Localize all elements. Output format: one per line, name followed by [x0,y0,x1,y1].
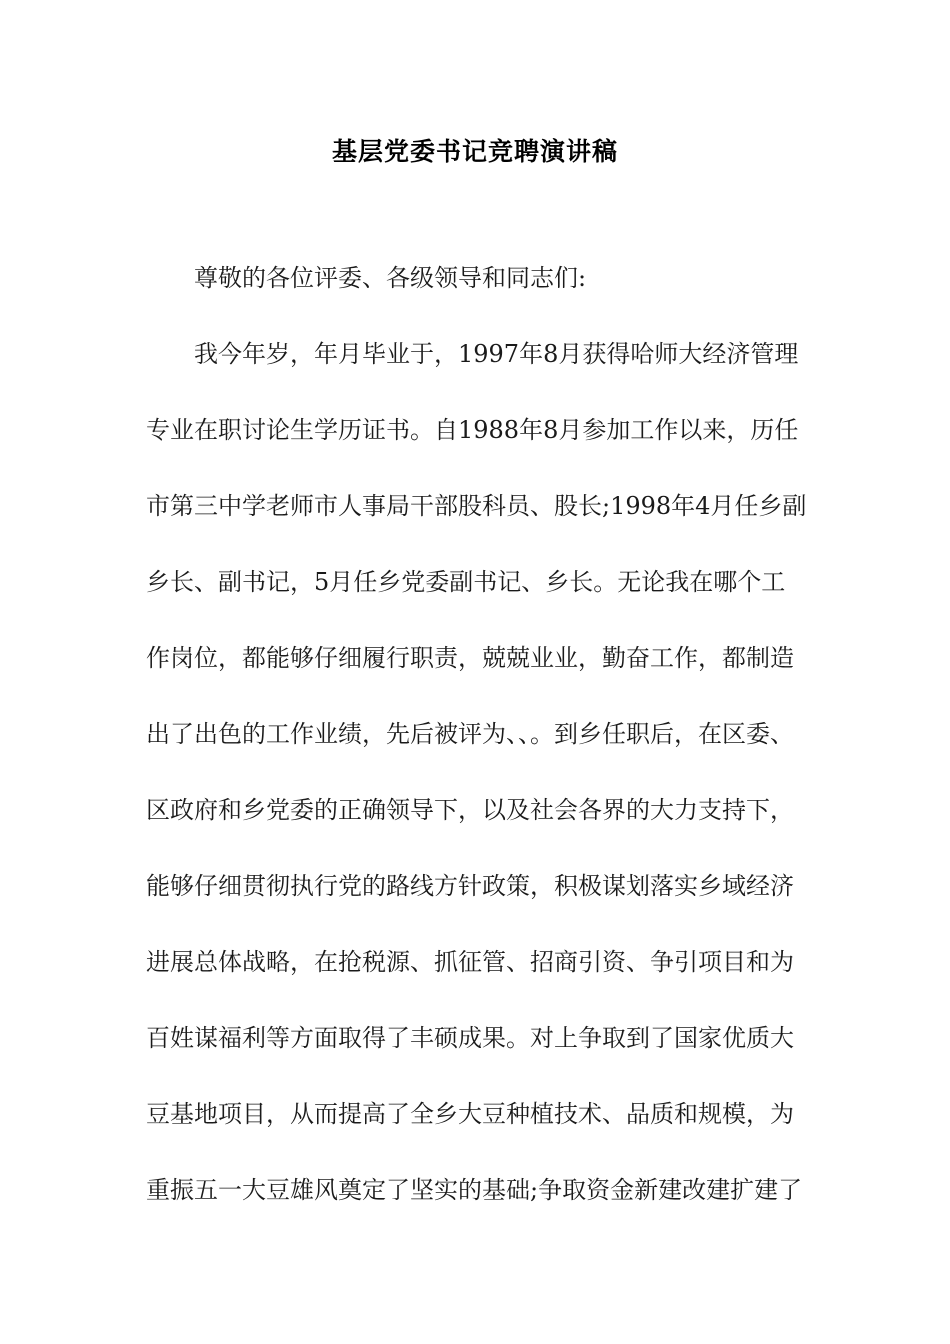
body-line: 进展总体战略，在抢税源、抓征管、招商引资、争引项目和为 [146,948,794,976]
body-line: 豆基地项目，从而提高了全乡大豆种植技术、品质和规模，为 [146,1100,794,1128]
body-line: 出了出色的工作业绩，先后被评为、、。到乡任职后，在区委、 [146,720,794,748]
document-title: 基层党委书记竞聘演讲稿 [331,137,618,166]
body-line: 重振五一大豆雄风奠定了坚实的基础;争取资金新建改建扩建了 [146,1176,803,1204]
body-line: 区政府和乡党委的正确领导下，以及社会各界的大力支持下， [146,796,794,824]
body-line: 作岗位，都能够仔细履行职责，兢兢业业，勤奋工作，都制造 [146,644,794,672]
salutation-line: 尊敬的各位评委、各级领导和同志们: [194,264,587,292]
body-line: 我今年岁，年月毕业于，1997年8月获得哈师大经济管理 [194,340,799,368]
body-line: 乡长、副书记，5月任乡党委副书记、乡长。无论我在哪个工 [146,568,786,596]
body-line: 市第三中学老师市人事局干部股科员、股长;1998年4月任乡副 [146,492,807,520]
body-line: 能够仔细贯彻执行党的路线方针政策，积极谋划落实乡域经济 [146,872,794,900]
body-line: 专业在职讨论生学历证书。自1988年8月参加工作以来，历任 [146,416,799,444]
body-line: 百姓谋福利等方面取得了丰硕成果。对上争取到了国家优质大 [146,1024,794,1052]
